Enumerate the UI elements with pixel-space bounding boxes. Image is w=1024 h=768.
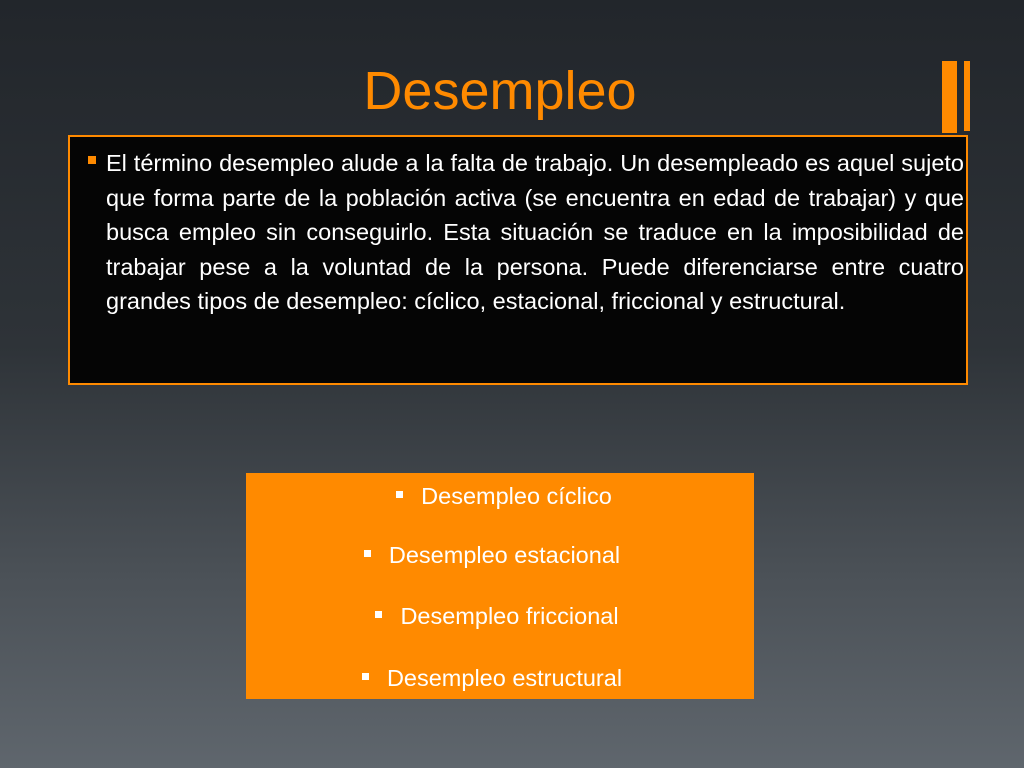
decoration-base (942, 131, 957, 133)
type-label: Desempleo cíclico (421, 483, 612, 509)
slide-title: Desempleo (363, 61, 637, 121)
decoration-bar (942, 61, 957, 131)
definition-text: El término desempleo alude a la falta de trabajo. Un desempleado es aquel sujeto que forma parte de la población activa (se encuentra en edad de trabajar) y que busca empleo sin conseguirlo. Esta situación se traduce en la imposibilidad de trabajar pese a la voluntad de la persona. Puede diferenciarse entre cuatro grandes tipos de desempleo: cíclico, estacional, friccional y estructural. (106, 150, 964, 315)
type-item-frictional (243, 601, 751, 631)
type-label: Desempleo estructural (386, 665, 623, 691)
bullet-square-icon (362, 673, 369, 680)
unemployment-types-box (246, 473, 754, 699)
type-item-cyclical (250, 481, 758, 511)
bullet-square-icon (364, 550, 371, 557)
type-label: Desempleo friccional (400, 603, 619, 629)
corner-decoration (942, 61, 990, 133)
bullet-square-icon (375, 611, 382, 618)
type-item-seasonal (238, 540, 746, 570)
bullet-square-icon (396, 491, 403, 498)
definition-box (68, 135, 968, 385)
bullet-square-icon (88, 156, 96, 164)
type-label: Desempleo estacional (388, 542, 621, 568)
decoration-bar-thin (964, 61, 970, 131)
type-item-structural (238, 663, 746, 693)
